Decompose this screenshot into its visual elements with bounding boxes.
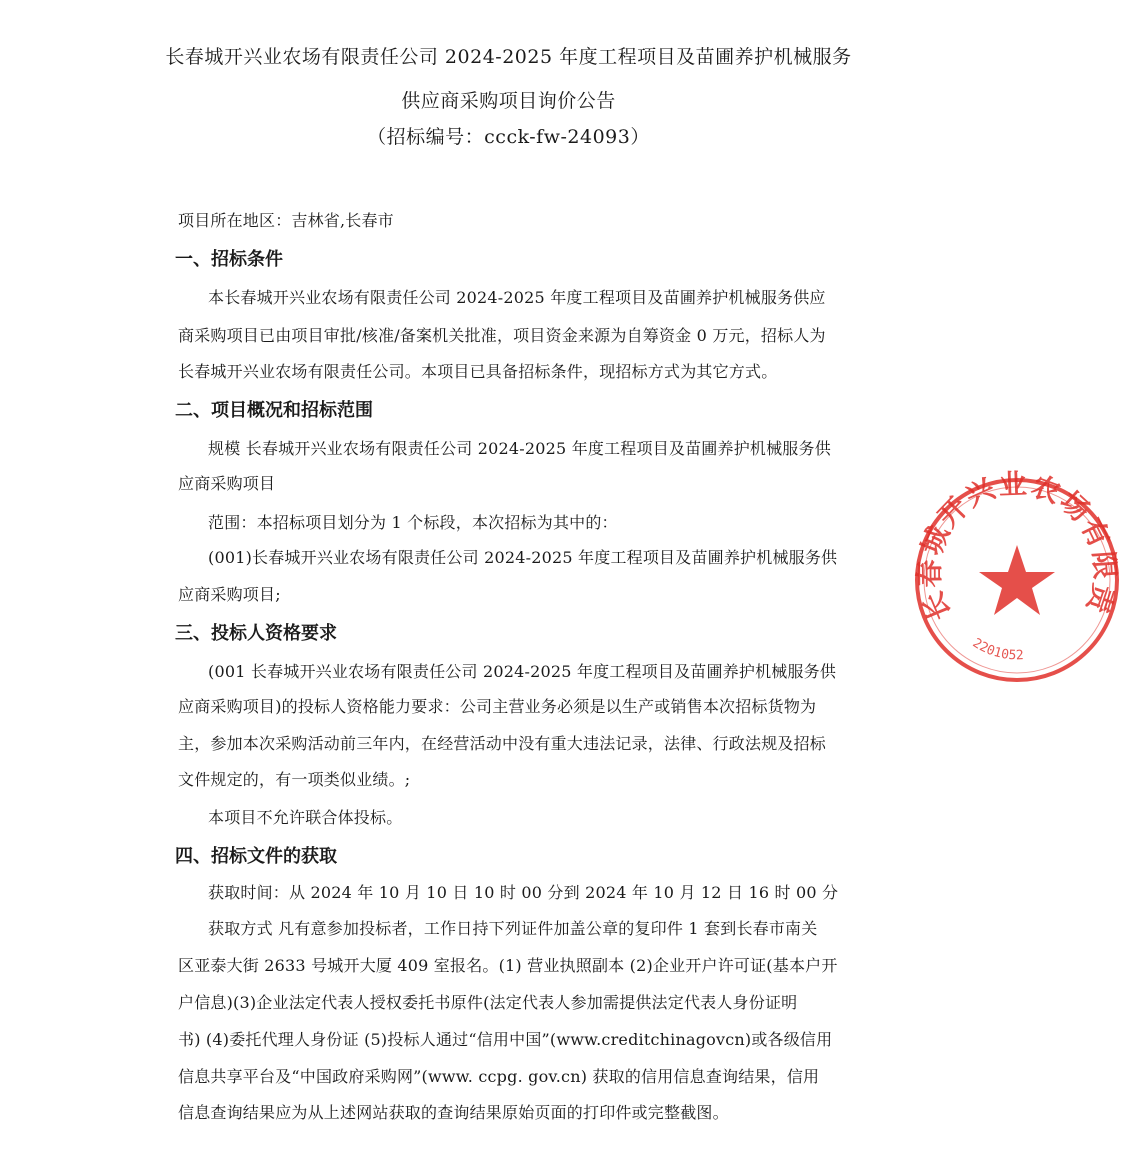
paragraph-line: (001)长春城开兴业农场有限责任公司 2024-2025 年度工程项目及苗圃养护机械服务供: [208, 548, 838, 567]
svg-text:2201052: 2201052: [969, 635, 1025, 664]
document-title-line-2: 供应商采购项目询价公告: [401, 90, 616, 112]
section-heading-project-overview: 二、项目概况和招标范围: [175, 400, 373, 421]
paragraph-line: 主，参加本次采购活动前三年内，在经营活动中没有重大违法记录，法律、行政法规及招标: [178, 734, 827, 753]
section-heading-bidder-qualifications: 三、投标人资格要求: [175, 623, 337, 644]
project-region: 项目所在地区：吉林省,长春市: [178, 211, 394, 230]
paragraph-line: 获取时间：从 2024 年 10 月 10 日 10 时 00 分到 2024 年 10 月 12 日 16 时 00 分: [208, 883, 839, 902]
paragraph-line: 本长春城开兴业农场有限责任公司 2024-2025 年度工程项目及苗圃养护机械服务供应: [208, 288, 826, 307]
paragraph-line: (001 长春城开兴业农场有限责任公司 2024-2025 年度工程项目及苗圃养护机械服务供: [208, 662, 837, 681]
paragraph-line: 信息查询结果应为从上述网站获取的查询结果原始页面的打印件或完整截图。: [178, 1103, 729, 1122]
paragraph-line: 户信息)(3)企业法定代表人授权委托书原件(法定代表人参加需提供法定代表人身份证明: [178, 993, 798, 1012]
paragraph-line: 区亚泰大街 2633 号城开大厦 409 室报名。(1) 营业执照副本 (2)企业开户许可证(基本户开: [178, 956, 838, 975]
paragraph-line: 信息共享平台及“中国政府采购网”(www. ccpg. gov.cn) 获取的信用信息查询结果，信用: [178, 1067, 820, 1086]
paragraph-line: 本项目不允许联合体投标。: [208, 808, 403, 827]
tender-number: （招标编号：ccck-fw-24093）: [367, 126, 650, 148]
paragraph-line: 应商采购项目)的投标人资格能力要求：公司主营业务必须是以生产或销售本次招标货物为: [178, 697, 817, 716]
paragraph-line: 范围：本招标项目划分为 1 个标段，本次招标为其中的：: [208, 513, 618, 532]
document-title-line-1: 长春城开兴业农场有限责任公司 2024-2025 年度工程项目及苗圃养护机械服务: [165, 46, 852, 68]
paragraph-line: 应商采购项目;: [178, 585, 281, 604]
paragraph-line: 文件规定的，有一项类似业绩。;: [178, 770, 411, 789]
official-seal-stamp: [896, 449, 1122, 685]
paragraph-line: 应商采购项目: [178, 474, 276, 493]
paragraph-line: 获取方式 凡有意参加投标者，工作日持下列证件加盖公章的复印件 1 套到长春市南关: [208, 919, 818, 938]
paragraph-line: 长春城开兴业农场有限责任公司。本项目已具备招标条件，现招标方式为其它方式。: [178, 362, 778, 381]
section-heading-document-acquisition: 四、招标文件的获取: [175, 846, 337, 867]
section-heading-tender-conditions: 一、招标条件: [175, 249, 283, 270]
paragraph-line: 书) (4)委托代理人身份证 (5)投标人通过“信用中国”(www.creditchinagovcn)或各级信用: [178, 1030, 833, 1049]
paragraph-line: 商采购项目已由项目审批/核准/备案机关批准，项目资金来源为自筹资金 0 万元，招标人为: [178, 326, 826, 345]
svg-text:长春城开兴业农场有限责任公司: 长春城开兴业农场有限责任公司: [896, 449, 1122, 626]
paragraph-line: 规模 长春城开兴业农场有限责任公司 2024-2025 年度工程项目及苗圃养护机械服务供: [208, 439, 831, 458]
